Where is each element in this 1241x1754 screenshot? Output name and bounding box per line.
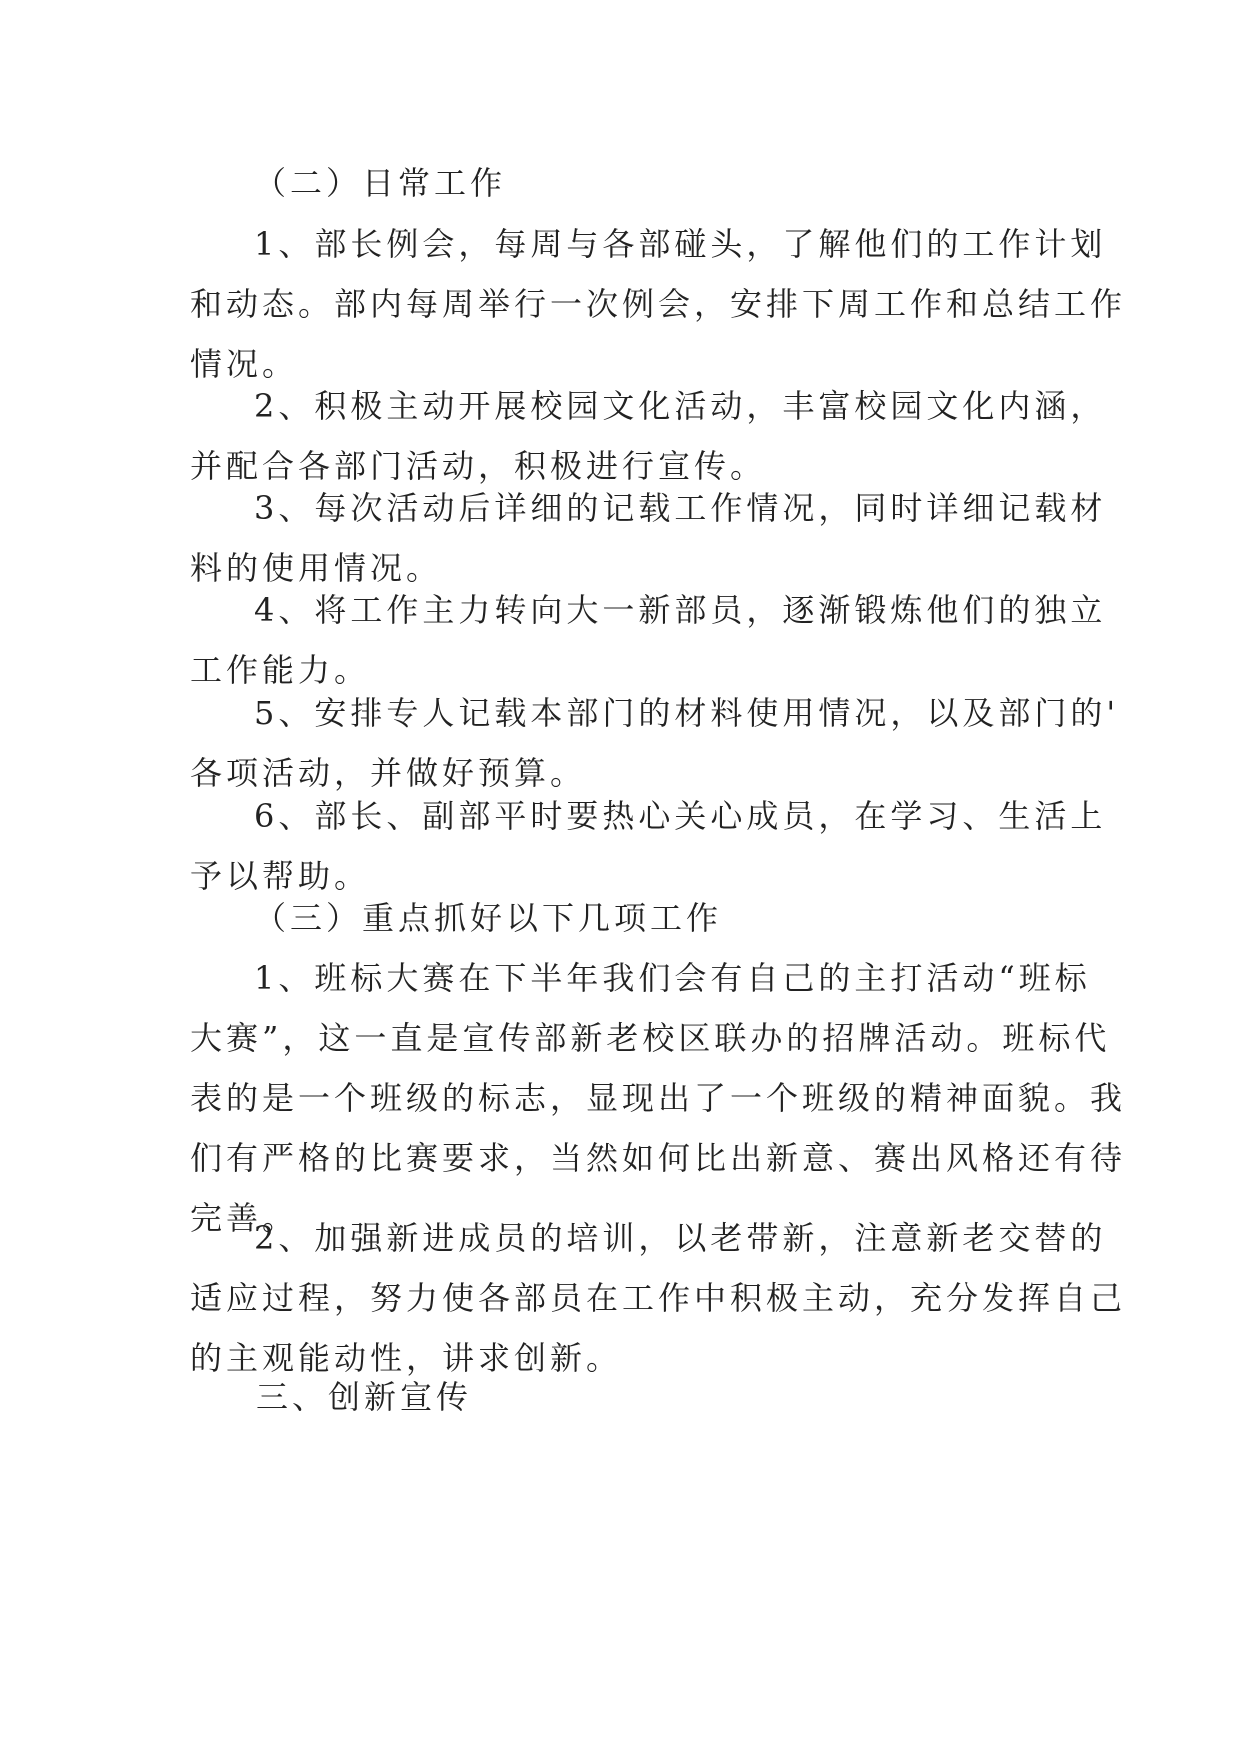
paragraph-line: 3、每次活动后详细的记载工作情况，同时详细记载材 <box>254 489 1107 527</box>
paragraph-line: 各项活动，并做好预算。 <box>190 754 587 792</box>
section-3-block <box>190 888 1052 948</box>
paragraph-line: 情况。 <box>190 345 299 383</box>
section-heading-daily-work: （二）日常工作 <box>254 164 507 202</box>
section-three-block <box>190 1367 1052 1427</box>
paragraph-line: 和动态。部内每周举行一次例会，安排下周工作和总结工作 <box>190 285 1127 323</box>
paragraph-7 <box>190 948 1127 1248</box>
paragraph-line: 并配合各部门活动，积极进行宣传。 <box>190 447 767 485</box>
paragraph-4 <box>190 580 1107 700</box>
paragraph-line: 2、积极主动开展校园文化活动，丰富校园文化内涵， <box>254 387 1107 425</box>
paragraph-line: 2、加强新进成员的培训，以老带新，注意新老交替的 <box>254 1219 1107 1257</box>
paragraph-line: 大赛”，这一直是宣传部新老校区联办的招牌活动。班标代 <box>190 1019 1111 1057</box>
paragraph-line: 料的使用情况。 <box>190 549 443 587</box>
paragraph-line: 适应过程，努力使各部员在工作中积极主动，充分发挥自己 <box>190 1279 1127 1317</box>
paragraph-line: 1、部长例会，每周与各部碰头，了解他们的工作计划 <box>254 225 1107 263</box>
section-heading-key-work: （三）重点抓好以下几项工作 <box>254 899 723 937</box>
paragraph-line: 6、部长、副部平时要热心关心成员，在学习、生活上 <box>254 797 1107 835</box>
paragraph-1 <box>190 214 1127 394</box>
paragraph-5 <box>190 683 1120 803</box>
paragraph-line: 表的是一个班级的标志，显现出了一个班级的精神面貌。我 <box>190 1079 1127 1117</box>
paragraph-line: 1、班标大赛在下半年我们会有自己的主打活动“班标 <box>254 959 1091 997</box>
paragraph-line: 予以帮助。 <box>190 857 371 895</box>
paragraph-line: 5、安排专人记载本部门的材料使用情况，以及部门的' <box>254 694 1120 732</box>
paragraph-line: 工作能力。 <box>190 651 371 689</box>
paragraph-line: 们有严格的比赛要求，当然如何比出新意、赛出风格还有待 <box>190 1139 1127 1177</box>
section-heading-innovative-promotion: 三、创新宣传 <box>256 1378 473 1416</box>
paragraph-line: 完善。 <box>190 1199 299 1237</box>
paragraph-line: 的主观能动性，讲求创新。 <box>190 1339 623 1377</box>
section-2-block <box>190 153 1052 213</box>
paragraph-line: 4、将工作主力转向大一新部员，逐渐锻炼他们的独立 <box>254 591 1107 629</box>
paragraph-8 <box>190 1208 1127 1388</box>
